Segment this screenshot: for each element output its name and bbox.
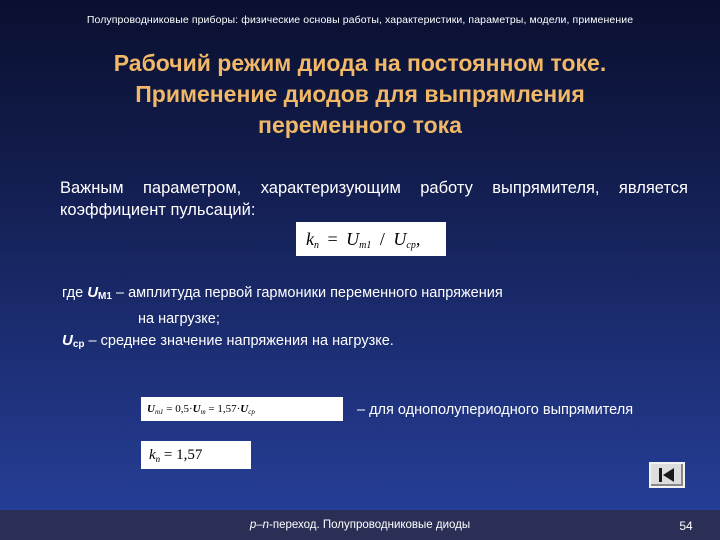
page-number: 54 [679, 519, 693, 533]
definitions [62, 282, 682, 356]
definition-symbol-ucp: U [62, 332, 73, 349]
half-u1-sub: m1 [154, 408, 164, 416]
kp-sub: п [155, 454, 161, 464]
definition-text-3: – среднее значение напряжения на нагрузке. [84, 333, 394, 349]
slide-header: Полупроводниковые приборы: физические основы работы, характеристики, параметры, модели, применение [86, 14, 634, 26]
slide-footer [0, 510, 720, 540]
half-u3: U [240, 403, 249, 415]
ripple-value-formula [141, 441, 251, 469]
intro-paragraph: Важным параметром, характеризующим работу выпрямителя, является коэффициент пульсаций: [60, 179, 688, 219]
kp-k: k [149, 447, 156, 463]
ripple-coefficient-formula [296, 222, 446, 256]
formula-u1-sub: m1 [359, 240, 372, 251]
first-slide-button[interactable] [649, 462, 685, 488]
half-part1: = 0,5· [163, 403, 193, 415]
formula-k: k [306, 229, 314, 249]
half-wave-formula [141, 397, 343, 421]
definition-prefix: где [62, 285, 88, 301]
formula-equals: = [327, 229, 338, 249]
definition-symbol-um1-sub: М1 [98, 291, 112, 302]
title-line-1: Рабочий режим диода на постоянном токе. [113, 50, 607, 76]
half-u3-sub: ср [248, 408, 255, 416]
title-line-3: переменного тока [258, 112, 462, 138]
half-wave-note: – для однополупериодного выпрямителя [357, 402, 634, 418]
definition-text-1: – амплитуда первой гармоники переменного напряжения [111, 285, 503, 301]
formula-tail: , [415, 229, 421, 249]
definition-line-1 [62, 282, 682, 308]
formula-u2: U [393, 229, 407, 249]
half-u2: U [192, 403, 201, 415]
definition-symbol-um1: U [87, 284, 99, 301]
half-u1: U [147, 403, 155, 415]
skip-to-start-icon [651, 464, 683, 486]
definition-line-2: на нагрузке; [138, 311, 220, 327]
half-u2-sub: m [200, 408, 206, 416]
title-line-2: Применение диодов для выпрямления [135, 81, 585, 107]
formula-slash: / [379, 229, 385, 249]
formula-u2-sub: ср [406, 240, 416, 251]
half-part2: = 1,57· [205, 403, 241, 415]
slide-title [20, 48, 700, 141]
kp-symbol [149, 447, 160, 463]
footer-caption [0, 519, 720, 531]
definition-line-3 [62, 330, 682, 356]
kp-value: = 1,57 [160, 447, 203, 463]
formula-k-sub: п [314, 240, 319, 251]
formula-u1: U [346, 229, 360, 249]
definition-symbol-ucp-sub: ср [72, 339, 85, 350]
footer-italic: p–n [249, 519, 270, 531]
footer-text: -переход. Полупроводниковые диоды [269, 519, 471, 531]
